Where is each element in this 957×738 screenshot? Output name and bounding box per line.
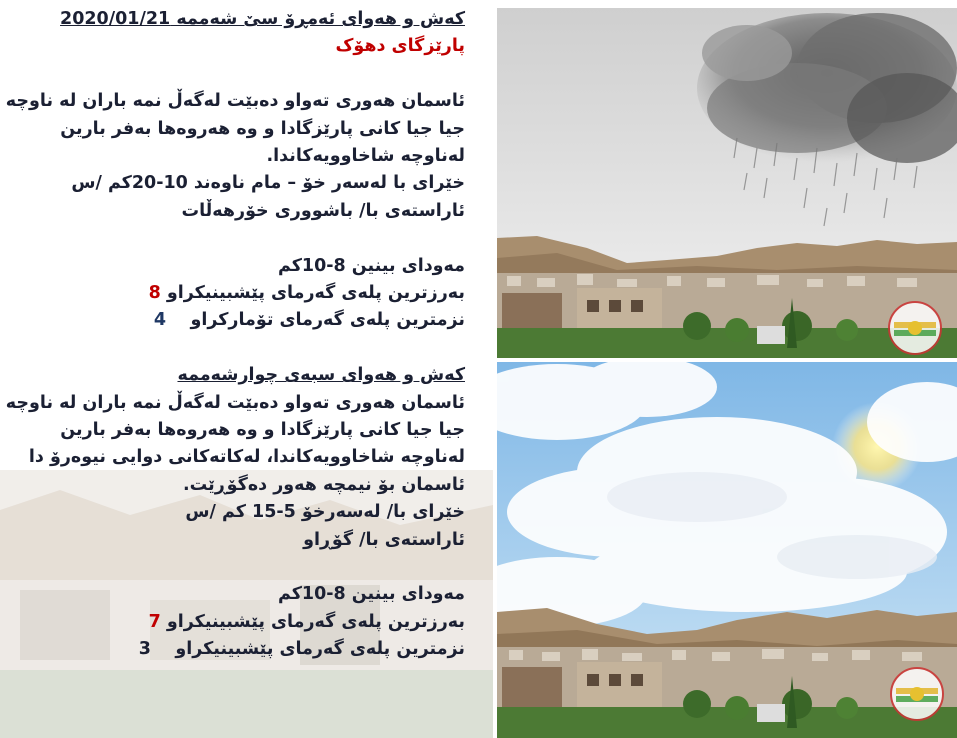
max-temp-label: بەرزترین پلەی گەرمای پێشبینیکراو: [166, 283, 465, 304]
tomorrow-wind-direction: ئاراستەی با/ گۆڕاو: [303, 529, 465, 550]
today-max-temp: [0, 280, 465, 307]
tomorrow-wind-speed: خێرای با/ لەسەرخۆ 5-15 کم /س: [185, 502, 465, 523]
tomorrow-visibility: مەودای بینین 8-10کم: [278, 584, 465, 605]
spacer: [0, 335, 465, 362]
today-title: کەش و هەوای ئەمڕۆ سێ شەممە 2020/01/21: [60, 9, 465, 29]
tomorrow-desc-line: جیا جیا کانی پارێزگادا و وە هەروەها بەفر بارین: [60, 420, 465, 441]
min-temp-value: 4: [153, 310, 167, 331]
today-desc-line: لەناوچە شاخاوویەکاندا.: [266, 146, 465, 167]
today-desc-line: ئاسمان هەوری تەواو دەبێت لەگەڵ نمە باران لە ناوچە: [5, 91, 465, 112]
tomorrow-desc-line: ئاسمان هەوری تەواو دەبێت لەگەڵ نمە باران لە ناوچە: [5, 392, 465, 413]
tomorrow-min-temp: [0, 636, 465, 663]
emblem-icon: [889, 302, 941, 354]
today-wind-direction: ئاراستەی با/ باشووری خۆرهەڵات: [181, 200, 465, 221]
max-temp-label: بەرزترین پلەی گەرمای پێشبینیکراو: [166, 611, 465, 632]
min-temp-value: 3: [138, 639, 151, 660]
location-name: پارێزگای دهۆک: [335, 36, 465, 57]
today-desc-line: جیا جیا کانی پارێزگادا و وە هەروەها بەفر بارین: [60, 118, 465, 139]
tomorrow-weather-image: [497, 362, 957, 738]
tomorrow-max-temp: [0, 609, 465, 636]
max-temp-value: 7: [148, 611, 161, 632]
tomorrow-desc-line: ئاسمان بۆ نیمچە هەور دەگۆڕێت.: [183, 474, 465, 495]
tomorrow-title: کەش و هەوای سبەی چوارشەممە: [177, 365, 465, 386]
tomorrow-desc-line: لەناوچە شاخاوویەکاندا، لەکاتەکانی دوایی نیوەرۆ دا: [28, 447, 465, 468]
max-temp-value: 8: [148, 283, 161, 304]
forecast-text: [0, 6, 465, 664]
min-temp-label: نزمترین پلەی گەرمای پێشبینیکراو: [175, 639, 465, 660]
today-weather-image: [497, 8, 957, 358]
partly-cloudy-city-illustration: [497, 362, 957, 738]
spacer: [0, 554, 465, 581]
rain-cloud-city-illustration: [497, 8, 957, 358]
today-wind-speed: خێرای با لەسەر خۆ – مام ناوەند 10-20کم /س: [71, 173, 465, 194]
today-visibility: مەودای بینین 8-10کم: [278, 255, 465, 276]
today-min-temp: [0, 307, 465, 334]
spacer: [0, 225, 465, 252]
emblem-icon: [891, 668, 943, 720]
min-temp-label: نزمترین پلەی گەرمای تۆمارکراو: [190, 310, 465, 331]
spacer: [0, 61, 465, 88]
